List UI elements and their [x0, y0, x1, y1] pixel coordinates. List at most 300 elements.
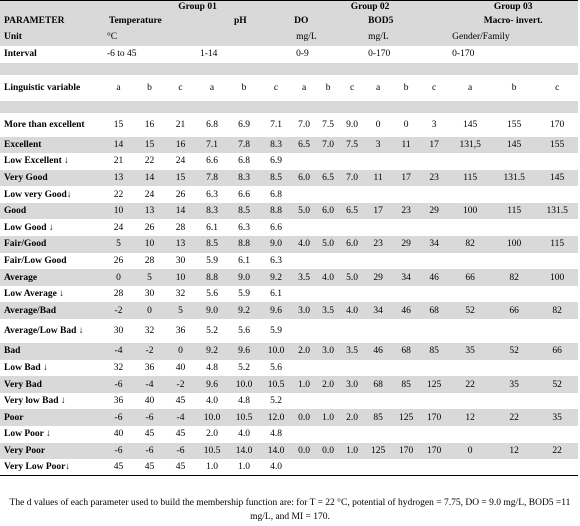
- table-cell: 5.6: [206, 289, 218, 300]
- table-cell: 100: [536, 269, 578, 286]
- table-cell: 5.2: [270, 396, 282, 407]
- table-cell: [340, 319, 364, 343]
- table-cell: 85: [392, 376, 420, 393]
- row-label: Very Good: [0, 170, 103, 187]
- linguistic-cell: a: [209, 82, 215, 93]
- table-cell: 10.0: [228, 376, 260, 393]
- table-cell: 8.5: [228, 203, 260, 220]
- table-cell: 34: [392, 269, 420, 286]
- table-cell: 15: [165, 170, 196, 187]
- table-cell: 82: [492, 269, 536, 286]
- row-label: Bad: [0, 343, 103, 360]
- unit-bod5: mg/L: [364, 28, 448, 46]
- table-cell: [392, 186, 420, 203]
- table-cell: 9.6: [228, 343, 260, 360]
- table-cell: [316, 219, 340, 236]
- row-label: Fair/Good: [0, 236, 103, 253]
- table-cell: [292, 186, 316, 203]
- row-label: Very Low Poor↓: [0, 459, 103, 476]
- table-cell: [316, 153, 340, 170]
- table-row: [0, 219, 578, 236]
- table-cell: [392, 426, 420, 443]
- table-row: [0, 137, 578, 154]
- table-cell: 10.5: [196, 443, 228, 460]
- table-cell: 6.1: [270, 289, 282, 300]
- table-cell: -2: [134, 343, 165, 360]
- temperature-header: Temperature: [103, 14, 228, 28]
- table-cell: 0: [165, 343, 196, 360]
- table-cell: 40: [144, 396, 155, 407]
- row-label: Very Bad: [0, 376, 103, 393]
- table-cell: [292, 426, 316, 443]
- table-cell: [292, 319, 316, 343]
- table-cell: 7.5: [340, 137, 364, 154]
- table-cell: 12: [448, 409, 492, 426]
- table-cell: 100: [492, 236, 536, 253]
- table-cell: [340, 153, 364, 170]
- table-cell: 66: [492, 302, 536, 319]
- table-cell: 4.8: [238, 396, 250, 407]
- table-cell: 6.5: [340, 203, 364, 220]
- linguistic-cell: a: [468, 82, 473, 93]
- table-cell: 21: [175, 119, 186, 130]
- table-cell: 7.1: [270, 119, 282, 130]
- table-cell: 0: [134, 302, 165, 319]
- table-cell: 12.0: [260, 409, 292, 426]
- table-cell: 8.3: [228, 170, 260, 187]
- table-cell: 6.1: [238, 255, 250, 266]
- table-cell: 5.6: [270, 362, 282, 373]
- table-cell: -6: [103, 443, 134, 460]
- linguistic-cell: b: [325, 82, 331, 93]
- table-cell: 0: [375, 119, 381, 130]
- table-cell: 4.0: [292, 236, 316, 253]
- table-cell: 3.5: [292, 269, 316, 286]
- table-cell: [340, 393, 364, 410]
- table-row: [0, 376, 578, 393]
- table-cell: 9.2: [228, 302, 260, 319]
- table-cell: 6.3: [270, 255, 282, 266]
- table-cell: [340, 253, 364, 270]
- linguistic-cell: a: [301, 82, 307, 93]
- table-cell: 170: [420, 443, 448, 460]
- table-cell: -6: [165, 443, 196, 460]
- table-row: [0, 360, 578, 377]
- table-row: [0, 170, 578, 187]
- table-cell: [364, 426, 392, 443]
- table-cell: 85: [420, 343, 448, 360]
- table-row: [0, 236, 578, 253]
- table-cell: [292, 153, 316, 170]
- unit-label: Unit: [0, 28, 103, 46]
- table-cell: 9.6: [260, 302, 292, 319]
- table-cell: -4: [165, 409, 196, 426]
- table-cell: [292, 253, 316, 270]
- table-row: [0, 269, 578, 286]
- table-cell: [492, 393, 536, 410]
- table-cell: 1.0: [196, 459, 228, 476]
- table-cell: 5.6: [238, 326, 250, 337]
- table-cell: [392, 360, 420, 377]
- table-cell: 10.5: [228, 409, 260, 426]
- table-cell: [448, 459, 492, 476]
- do-header: DO: [292, 14, 364, 28]
- table-cell: [420, 393, 448, 410]
- interval-do: 0-9: [296, 49, 309, 59]
- table-cell: 29: [392, 236, 420, 253]
- table-row: [0, 302, 578, 319]
- table-cell: 115: [536, 236, 578, 253]
- table-cell: 3.5: [316, 302, 340, 319]
- table-cell: [492, 253, 536, 270]
- table-cell: 6.9: [270, 156, 282, 167]
- linguistic-cell: b: [147, 82, 152, 93]
- header-row-groups: [0, 1, 578, 14]
- table-cell: [448, 393, 492, 410]
- table-cell: [536, 153, 578, 170]
- table-cell: 0.0: [292, 443, 316, 460]
- table-cell: 24: [113, 222, 124, 233]
- table-cell: 36: [113, 396, 124, 407]
- table-cell: 15: [134, 137, 165, 154]
- table-cell: 46: [420, 269, 448, 286]
- table-cell: 68: [420, 302, 448, 319]
- table-cell: [392, 393, 420, 410]
- table-cell: -4: [134, 376, 165, 393]
- table-cell: 21: [113, 156, 124, 167]
- table-cell: [420, 426, 448, 443]
- table-cell: 131.5: [536, 203, 578, 220]
- linguistic-cell: a: [116, 82, 121, 93]
- table-cell: 16: [144, 119, 155, 130]
- table-cell: 100: [448, 203, 492, 220]
- table-cell: 46: [392, 302, 420, 319]
- table-cell: 52: [492, 343, 536, 360]
- table-cell: 5: [103, 236, 134, 253]
- table-cell: [420, 219, 448, 236]
- table-cell: 0: [403, 119, 409, 130]
- table-cell: -6: [103, 376, 134, 393]
- table-cell: 6.9: [238, 119, 250, 130]
- table-cell: 5: [134, 269, 165, 286]
- unit-do: mg/L: [292, 28, 364, 46]
- row-label: Excellent: [0, 137, 103, 154]
- row-label: Very Poor: [0, 443, 103, 460]
- linguistic-cell: a: [375, 82, 381, 93]
- table-cell: 14: [165, 203, 196, 220]
- table-cell: 29: [364, 269, 392, 286]
- table-cell: [448, 219, 492, 236]
- table-cell: 85: [364, 409, 392, 426]
- interval-label: Interval: [4, 49, 37, 59]
- row-label: Average/Bad: [0, 302, 103, 319]
- table-cell: 6.5: [292, 137, 316, 154]
- table-cell: [364, 393, 392, 410]
- table-footnote: [2, 496, 578, 524]
- table-cell: 35: [492, 376, 536, 393]
- table-cell: [492, 286, 536, 303]
- table-cell: 9.2: [196, 343, 228, 360]
- table-cell: 6.6: [270, 222, 282, 233]
- row-label: Average/Low Bad ↓: [4, 326, 84, 337]
- table-cell: [392, 319, 420, 343]
- table-cell: 5.2: [238, 362, 250, 373]
- table-cell: 170: [550, 119, 565, 130]
- table-cell: [536, 319, 578, 343]
- table-cell: 17: [392, 170, 420, 187]
- table-cell: 0.0: [316, 443, 340, 460]
- table-cell: 66: [448, 269, 492, 286]
- table-cell: 6.8: [206, 119, 218, 130]
- linguistic-cell: c: [178, 82, 183, 93]
- table-cell: 4.8: [270, 429, 282, 440]
- table-cell: 0: [448, 443, 492, 460]
- table-cell: 14.0: [228, 443, 260, 460]
- table-cell: 66: [536, 343, 578, 360]
- table-cell: -6: [134, 443, 165, 460]
- table-cell: 52: [448, 302, 492, 319]
- table-cell: [292, 393, 316, 410]
- table-cell: 45: [165, 459, 196, 476]
- table-cell: 6.8: [270, 189, 282, 200]
- table-cell: [536, 426, 578, 443]
- table-cell: [492, 426, 536, 443]
- table-cell: [340, 459, 364, 476]
- interval-row: [0, 46, 578, 63]
- table-cell: 3.0: [316, 343, 340, 360]
- table-row: [0, 393, 578, 410]
- table-cell: [292, 459, 316, 476]
- linguistic-cell: b: [511, 82, 517, 93]
- table-cell: 30: [113, 326, 124, 337]
- table-cell: 145: [463, 119, 478, 130]
- table-cell: [392, 253, 420, 270]
- table-cell: 7.1: [196, 137, 228, 154]
- row-label: Low Poor ↓: [4, 429, 51, 440]
- spacer-row: [0, 101, 578, 113]
- table-row: [0, 253, 578, 270]
- table-cell: 14: [134, 170, 165, 187]
- table-cell: 3: [431, 119, 437, 130]
- table-cell: 34: [420, 236, 448, 253]
- table-cell: 4.0: [340, 302, 364, 319]
- table-cell: 24: [175, 156, 186, 167]
- footnote-text: The d values of each parameter used to build the membership function are: for T = 22 °C, potential of hydrogen = 7.75, DO = 9.0 mg/L, BOD5 =11 mg/L, and MI = 170.: [9, 498, 573, 522]
- table-row: [0, 153, 578, 170]
- row-label: Low Good ↓: [4, 222, 54, 233]
- table-cell: 145: [536, 170, 578, 187]
- table-cell: 14.0: [260, 443, 292, 460]
- table-cell: 3.0: [340, 376, 364, 393]
- table-cell: [292, 286, 316, 303]
- table-cell: 46: [364, 343, 392, 360]
- row-label: More than excellent: [4, 119, 85, 130]
- table-cell: [448, 360, 492, 377]
- row-label: Low Average ↓: [4, 289, 64, 300]
- table-cell: 68: [364, 376, 392, 393]
- table-cell: 10: [103, 203, 134, 220]
- table-cell: [316, 393, 340, 410]
- table-cell: 17: [420, 137, 448, 154]
- table-cell: 52: [536, 376, 578, 393]
- table-row: [0, 319, 578, 343]
- bod5-header: BOD5: [364, 14, 448, 28]
- linguistic-row: [0, 75, 578, 101]
- table-cell: 10.5: [260, 376, 292, 393]
- table-row: [0, 286, 578, 303]
- table-row: [0, 426, 578, 443]
- table-cell: 7.8: [228, 137, 260, 154]
- table-cell: [420, 253, 448, 270]
- table-row: [0, 203, 578, 220]
- table-cell: 3.0: [292, 302, 316, 319]
- table-cell: -4: [103, 343, 134, 360]
- linguistic-cell: b: [241, 82, 247, 93]
- table-cell: 12: [492, 443, 536, 460]
- table-cell: -2: [165, 376, 196, 393]
- row-label: Low Bad ↓: [4, 362, 48, 373]
- table-cell: 45: [144, 429, 155, 440]
- table-cell: 8.8: [196, 269, 228, 286]
- table-cell: -6: [103, 409, 134, 426]
- table-cell: 28: [113, 289, 124, 300]
- table-cell: 23: [392, 203, 420, 220]
- table-cell: 4.0: [260, 459, 292, 476]
- table-cell: 145: [492, 137, 536, 154]
- table-cell: 1.0: [292, 376, 316, 393]
- table-cell: 8.5: [260, 170, 292, 187]
- table-cell: [340, 219, 364, 236]
- linguistic-cell: c: [432, 82, 437, 93]
- table-cell: [492, 459, 536, 476]
- table-cell: 4.0: [206, 396, 218, 407]
- table-cell: [364, 286, 392, 303]
- table-cell: 11: [392, 137, 420, 154]
- table-cell: 6.1: [206, 222, 218, 233]
- table-cell: 2.0: [316, 376, 340, 393]
- table-cell: -2: [103, 302, 134, 319]
- table-cell: [420, 459, 448, 476]
- table-cell: 40: [175, 362, 186, 373]
- spacer-row: [0, 63, 578, 75]
- table-cell: [364, 459, 392, 476]
- table-row: [0, 343, 578, 360]
- table-cell: 5.0: [316, 236, 340, 253]
- table-cell: 125: [392, 409, 420, 426]
- table-cell: 26: [113, 255, 124, 266]
- table-cell: [316, 319, 340, 343]
- table-cell: 6.0: [340, 236, 364, 253]
- table-cell: 45: [134, 459, 165, 476]
- table-cell: 6.3: [206, 189, 218, 200]
- table-cell: [448, 286, 492, 303]
- table-cell: 32: [144, 326, 155, 337]
- table-cell: 8.5: [196, 236, 228, 253]
- table-cell: 6.6: [238, 189, 250, 200]
- table-cell: -6: [134, 409, 165, 426]
- table-cell: 68: [392, 343, 420, 360]
- table-cell: 6.0: [292, 170, 316, 187]
- table-cell: 28: [175, 222, 186, 233]
- linguistic-cell: c: [555, 82, 560, 93]
- table-cell: 5.0: [340, 269, 364, 286]
- table-cell: 8.8: [260, 203, 292, 220]
- table-cell: 24: [144, 189, 155, 200]
- table-cell: 155: [507, 119, 522, 130]
- table-cell: 14: [103, 137, 134, 154]
- table-cell: [364, 153, 392, 170]
- table-cell: 8.8: [228, 236, 260, 253]
- table-cell: [340, 186, 364, 203]
- table-cell: 6.6: [206, 156, 218, 167]
- table-cell: [392, 286, 420, 303]
- table-cell: [420, 186, 448, 203]
- row-label: Low very Good↓: [4, 189, 72, 200]
- table-cell: 22: [144, 156, 155, 167]
- table-row: [0, 113, 578, 137]
- linguistic-label: Linguistic variable: [4, 82, 81, 93]
- table-row: [0, 459, 578, 476]
- table-cell: 4.0: [316, 269, 340, 286]
- ph-header: pH: [228, 14, 292, 28]
- table-row: [0, 443, 578, 460]
- table-cell: 35: [448, 343, 492, 360]
- table-cell: 2.0: [206, 429, 218, 440]
- table-cell: 5.9: [270, 326, 282, 337]
- table-cell: 35: [536, 409, 578, 426]
- table-cell: 9.2: [260, 269, 292, 286]
- interval-bod5: 0-170: [368, 49, 391, 59]
- table-cell: [340, 360, 364, 377]
- row-label: Good: [0, 203, 103, 220]
- table-cell: 16: [165, 137, 196, 154]
- table-cell: 1.0: [316, 409, 340, 426]
- table-cell: 0.0: [292, 409, 316, 426]
- table-cell: 6.5: [316, 170, 340, 187]
- table-cell: 131,5: [448, 137, 492, 154]
- table-cell: [364, 319, 392, 343]
- table-cell: 6.8: [238, 156, 250, 167]
- linguistic-cell: c: [273, 82, 279, 93]
- row-label: Low Excellent ↓: [4, 156, 69, 167]
- table-cell: 13: [103, 170, 134, 187]
- table-cell: 26: [144, 222, 155, 233]
- macro-header: Macro- invert.: [448, 14, 578, 28]
- table-cell: 10: [134, 236, 165, 253]
- table-cell: 5.2: [206, 326, 218, 337]
- table-cell: 115: [492, 203, 536, 220]
- table-cell: [316, 360, 340, 377]
- table-cell: 82: [536, 302, 578, 319]
- table-cell: [492, 319, 536, 343]
- unit-temperature: °C: [103, 28, 196, 46]
- table-cell: 10: [165, 269, 196, 286]
- table-cell: 45: [175, 396, 186, 407]
- table-cell: 29: [420, 203, 448, 220]
- table-cell: 45: [175, 429, 186, 440]
- group01-header: Group 01: [103, 1, 292, 14]
- table-cell: 5.9: [238, 289, 250, 300]
- table-cell: [536, 186, 578, 203]
- table-cell: 26: [175, 189, 186, 200]
- table-cell: 1.0: [228, 459, 260, 476]
- table-cell: [492, 186, 536, 203]
- table-cell: 82: [448, 236, 492, 253]
- table-cell: [448, 426, 492, 443]
- table-cell: 170: [420, 409, 448, 426]
- table-cell: [492, 360, 536, 377]
- table-cell: 125: [420, 376, 448, 393]
